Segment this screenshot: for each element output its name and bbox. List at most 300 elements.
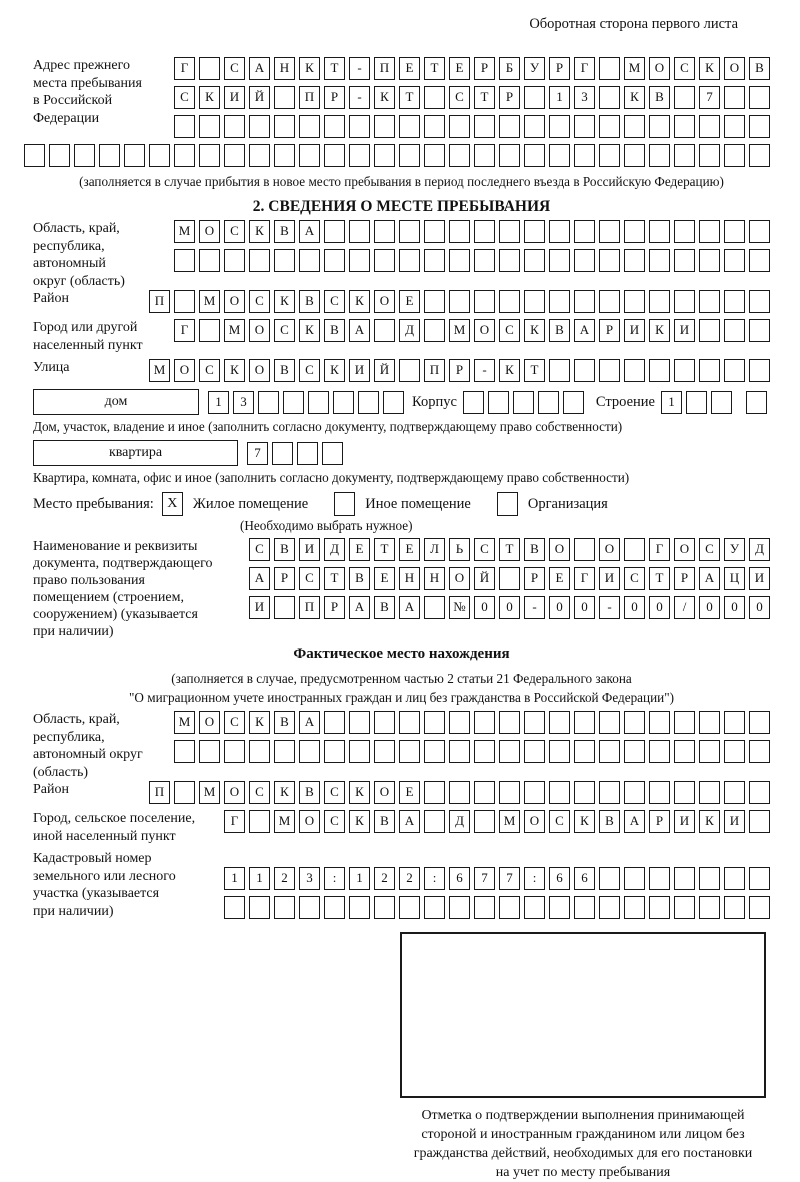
char-cell [624, 867, 645, 890]
char-cell [449, 144, 470, 167]
char-cell [549, 144, 570, 167]
char-cell: Т [649, 567, 670, 590]
prev-address-note: (заполняется в случае прибытия в новое место пребывания в период последнего въезда в Российскую Федерацию) [79, 174, 724, 189]
prev-address-row-3 [174, 115, 770, 138]
label-line: в Российской [33, 93, 113, 108]
char-cell [524, 896, 545, 919]
char-cell: С [324, 810, 345, 833]
char-cell: 3 [299, 867, 320, 890]
char-cell: Р [499, 86, 520, 109]
char-cell: 6 [449, 867, 470, 890]
char-cell [499, 290, 520, 313]
char-cell [749, 810, 770, 833]
cadastral-label [33, 850, 176, 920]
char-cell [699, 740, 720, 763]
char-cell [624, 359, 645, 382]
char-cell [649, 711, 670, 734]
char-cell [249, 115, 270, 138]
char-cell [674, 115, 695, 138]
char-cell: И [724, 810, 745, 833]
char-cell [249, 810, 270, 833]
char-cell [463, 391, 484, 414]
char-cell [174, 290, 195, 313]
char-cell [624, 144, 645, 167]
char-cell: Е [349, 538, 370, 561]
char-cell [574, 144, 595, 167]
char-cell [699, 867, 720, 890]
actual-location-note [33, 669, 770, 707]
char-cell: О [549, 538, 570, 561]
char-cell: Г [574, 57, 595, 80]
char-cell: М [174, 220, 195, 243]
char-cell: № [449, 596, 470, 619]
char-cell: В [549, 319, 570, 342]
char-cell [474, 144, 495, 167]
char-cell: А [349, 596, 370, 619]
char-cell: С [474, 538, 495, 561]
char-cell [283, 391, 304, 414]
char-cell: И [674, 319, 695, 342]
actual-region-block [33, 711, 770, 781]
char-cell [624, 115, 645, 138]
char-cell [274, 86, 295, 109]
char-cell: 1 [549, 86, 570, 109]
char-cell [174, 115, 195, 138]
char-cell [549, 115, 570, 138]
apartment-row [33, 440, 770, 466]
char-cell [424, 220, 445, 243]
char-cell [699, 359, 720, 382]
char-cell: - [349, 86, 370, 109]
char-cell: У [524, 57, 545, 80]
char-cell [513, 391, 534, 414]
char-cell [224, 115, 245, 138]
page-header-note: Оборотная сторона первого листа [529, 16, 738, 32]
char-cell [199, 115, 220, 138]
char-cell [449, 249, 470, 272]
char-cell: О [474, 319, 495, 342]
char-cell [574, 115, 595, 138]
char-cell [174, 144, 195, 167]
char-cell [749, 86, 770, 109]
cadastral-row-1 [224, 867, 770, 890]
char-cell [349, 220, 370, 243]
char-cell: К [349, 810, 370, 833]
char-cell: Д [449, 810, 470, 833]
label-line: (область) [33, 764, 89, 780]
char-cell [724, 319, 745, 342]
char-cell [224, 896, 245, 919]
char-cell: Е [399, 781, 420, 804]
char-cell: К [249, 711, 270, 734]
char-cell [474, 249, 495, 272]
char-cell: 7 [499, 867, 520, 890]
char-cell: Г [224, 810, 245, 833]
char-cell: А [399, 810, 420, 833]
char-cell: Й [249, 86, 270, 109]
char-cell [574, 249, 595, 272]
char-cell: 0 [724, 596, 745, 619]
char-cell: К [349, 781, 370, 804]
char-cell [322, 442, 343, 465]
char-cell [746, 391, 767, 414]
char-cell: М [174, 711, 195, 734]
stay-type-checkbox-other [334, 492, 355, 516]
label-line: республика, [33, 729, 105, 745]
actual-city-label [33, 810, 195, 845]
char-cell: 0 [749, 596, 770, 619]
char-cell [324, 896, 345, 919]
char-cell: А [299, 220, 320, 243]
char-cell [399, 740, 420, 763]
label-line: Кадастровый номер [33, 851, 152, 866]
actual-city-block [33, 810, 770, 850]
char-cell: И [624, 319, 645, 342]
actual-district-block [33, 781, 770, 810]
char-cell [624, 711, 645, 734]
char-cell [424, 86, 445, 109]
char-cell [424, 740, 445, 763]
char-cell [724, 740, 745, 763]
char-cell [424, 596, 445, 619]
char-cell [599, 86, 620, 109]
label-line: иной населенный пункт [33, 828, 176, 844]
label-line: при наличии) [33, 903, 114, 919]
char-cell: - [599, 596, 620, 619]
char-cell [674, 359, 695, 382]
char-cell: Ц [724, 567, 745, 590]
char-cell [399, 220, 420, 243]
char-cell [474, 290, 495, 313]
char-cell [524, 290, 545, 313]
char-cell [599, 115, 620, 138]
korpus-label: Корпус [412, 393, 457, 410]
char-cell [724, 115, 745, 138]
char-cell [499, 115, 520, 138]
char-cell: С [224, 57, 245, 80]
char-cell: П [424, 359, 445, 382]
char-cell [324, 144, 345, 167]
char-cell [724, 290, 745, 313]
char-cell: К [274, 290, 295, 313]
stamp-box [400, 932, 766, 1098]
char-cell: М [274, 810, 295, 833]
char-cell: Е [449, 57, 470, 80]
char-cell [274, 144, 295, 167]
char-cell: 3 [233, 391, 254, 414]
document-row-1 [249, 538, 770, 561]
document-block [33, 538, 770, 640]
char-cell [399, 359, 420, 382]
char-cell: 2 [374, 867, 395, 890]
char-cell: С [174, 86, 195, 109]
label-line: Отметка о подтверждении выполнения принимающей [421, 1108, 745, 1123]
char-cell: С [199, 359, 220, 382]
char-cell: Р [524, 567, 545, 590]
char-cell: Д [399, 319, 420, 342]
char-cell [299, 249, 320, 272]
char-cell: 1 [661, 391, 682, 414]
char-cell [699, 319, 720, 342]
actual-district-row [149, 781, 770, 804]
char-cell: О [224, 290, 245, 313]
char-cell [274, 249, 295, 272]
char-cell: Р [274, 567, 295, 590]
city-label [33, 319, 143, 354]
char-cell: Л [424, 538, 445, 561]
apartment-cells [247, 442, 343, 465]
char-cell [724, 781, 745, 804]
char-cell [299, 740, 320, 763]
char-cell: В [299, 290, 320, 313]
char-cell [624, 220, 645, 243]
document-row-3 [249, 596, 770, 619]
char-cell: В [324, 319, 345, 342]
char-cell [249, 740, 270, 763]
char-cell: А [399, 596, 420, 619]
char-cell [674, 144, 695, 167]
label-line: Федерации [33, 110, 100, 126]
document-label [33, 538, 213, 640]
char-cell [499, 220, 520, 243]
char-cell: К [224, 359, 245, 382]
char-cell [349, 711, 370, 734]
char-cell [449, 115, 470, 138]
char-cell: Б [499, 57, 520, 80]
char-cell: К [299, 57, 320, 80]
char-cell [599, 896, 620, 919]
char-cell [399, 115, 420, 138]
char-cell: И [599, 567, 620, 590]
char-cell [399, 144, 420, 167]
char-cell [149, 144, 170, 167]
label-line: сооружением) (указывается [33, 607, 198, 622]
char-cell [224, 249, 245, 272]
char-cell [574, 538, 595, 561]
char-cell [324, 115, 345, 138]
char-cell [724, 86, 745, 109]
char-cell [538, 391, 559, 414]
char-cell [524, 220, 545, 243]
char-cell: М [624, 57, 645, 80]
char-cell: / [674, 596, 695, 619]
char-cell: 7 [699, 86, 720, 109]
char-cell: В [299, 781, 320, 804]
char-cell: В [274, 220, 295, 243]
char-cell: Г [649, 538, 670, 561]
char-cell: Г [174, 57, 195, 80]
char-cell [374, 144, 395, 167]
char-cell: И [749, 567, 770, 590]
char-cell: А [349, 319, 370, 342]
char-cell [699, 781, 720, 804]
char-cell [324, 711, 345, 734]
char-cell [624, 249, 645, 272]
char-cell [299, 115, 320, 138]
char-cell [274, 596, 295, 619]
char-cell [424, 144, 445, 167]
char-cell: С [549, 810, 570, 833]
char-cell: О [249, 359, 270, 382]
char-cell [599, 359, 620, 382]
char-cell: О [449, 567, 470, 590]
char-cell: Т [324, 57, 345, 80]
char-cell: Н [274, 57, 295, 80]
char-cell [549, 711, 570, 734]
char-cell [224, 144, 245, 167]
label-line: округ (область) [33, 273, 125, 289]
char-cell: И [249, 596, 270, 619]
char-cell: Г [174, 319, 195, 342]
char-cell: В [274, 538, 295, 561]
char-cell [649, 115, 670, 138]
char-cell: И [299, 538, 320, 561]
char-cell: В [749, 57, 770, 80]
char-cell: 0 [574, 596, 595, 619]
char-cell [524, 144, 545, 167]
char-cell [349, 740, 370, 763]
house-box: дом [33, 389, 199, 415]
char-cell [674, 220, 695, 243]
actual-location-title: Фактическое место нахождения [293, 646, 510, 662]
char-cell: С [699, 538, 720, 561]
label-line: Город или другой [33, 320, 138, 335]
char-cell [599, 249, 620, 272]
label-line: "О миграционном учете иностранных граждан и лиц без гражданства в Российской Федерации") [129, 690, 674, 705]
char-cell: В [524, 538, 545, 561]
char-cell: Д [324, 538, 345, 561]
char-cell: 0 [699, 596, 720, 619]
char-cell: М [499, 810, 520, 833]
char-cell [624, 740, 645, 763]
house-note: Дом, участок, владение и иное (заполнить согласно документу, подтверждающему право собственности) [33, 419, 623, 434]
char-cell [574, 740, 595, 763]
char-cell: А [299, 711, 320, 734]
char-cell: 1 [224, 867, 245, 890]
char-cell [274, 896, 295, 919]
char-cell: К [249, 220, 270, 243]
district-label: Район [33, 291, 69, 306]
char-cell [524, 115, 545, 138]
label-line: Город, сельское поселение, [33, 811, 196, 826]
char-cell [674, 711, 695, 734]
section2-title: 2. СВЕДЕНИЯ О МЕСТЕ ПРЕБЫВАНИЯ [252, 198, 551, 215]
char-cell: К [649, 319, 670, 342]
char-cell [724, 220, 745, 243]
char-cell: А [249, 57, 270, 80]
char-cell [649, 867, 670, 890]
char-cell: В [649, 86, 670, 109]
char-cell [699, 115, 720, 138]
char-cell: Т [499, 538, 520, 561]
char-cell: П [299, 596, 320, 619]
char-cell [383, 391, 404, 414]
char-cell [349, 896, 370, 919]
korpus-cells [463, 391, 584, 414]
label-line: места пребывания [33, 75, 142, 91]
char-cell [449, 740, 470, 763]
char-cell [699, 220, 720, 243]
char-cell [424, 711, 445, 734]
char-cell [649, 781, 670, 804]
char-cell [324, 220, 345, 243]
char-cell: К [199, 86, 220, 109]
char-cell [749, 867, 770, 890]
stay-type-note: (Необходимо выбрать нужное) [240, 518, 413, 533]
char-cell: П [374, 57, 395, 80]
char-cell [624, 896, 645, 919]
city-block [33, 319, 770, 359]
char-cell [749, 319, 770, 342]
char-cell [574, 781, 595, 804]
char-cell [299, 144, 320, 167]
char-cell [599, 290, 620, 313]
char-cell [474, 711, 495, 734]
char-cell [199, 740, 220, 763]
char-cell [674, 740, 695, 763]
char-cell [674, 781, 695, 804]
district-block [33, 290, 770, 319]
char-cell: С [499, 319, 520, 342]
char-cell [333, 391, 354, 414]
district-row [149, 290, 770, 313]
char-cell: Е [399, 57, 420, 80]
char-cell [349, 115, 370, 138]
char-cell: - [349, 57, 370, 80]
label-line: автономный [33, 256, 106, 271]
char-cell: О [374, 781, 395, 804]
document-grid [249, 538, 770, 625]
char-cell: 1 [249, 867, 270, 890]
label-line: (заполняется в случае, предусмотренном частью 2 статьи 21 Федерального закона [171, 671, 632, 686]
char-cell [549, 781, 570, 804]
char-cell [488, 391, 509, 414]
char-cell: В [274, 711, 295, 734]
char-cell [649, 359, 670, 382]
char-cell [474, 220, 495, 243]
char-cell [574, 359, 595, 382]
label-line: на учет по месту пребывания [495, 1165, 671, 1180]
char-cell: 2 [399, 867, 420, 890]
char-cell [358, 391, 379, 414]
char-cell: Н [399, 567, 420, 590]
char-cell [124, 144, 145, 167]
char-cell [749, 896, 770, 919]
char-cell: Г [574, 567, 595, 590]
char-cell [399, 249, 420, 272]
actual-district-label: Район [33, 782, 69, 797]
label-line: гражданства действий, необходимых для его постановки [413, 1146, 753, 1161]
char-cell: С [674, 57, 695, 80]
char-cell [224, 740, 245, 763]
char-cell [424, 319, 445, 342]
char-cell [749, 220, 770, 243]
char-cell [674, 896, 695, 919]
char-cell [474, 781, 495, 804]
char-cell: 0 [499, 596, 520, 619]
char-cell: Е [399, 538, 420, 561]
char-cell: К [324, 359, 345, 382]
char-cell [724, 896, 745, 919]
char-cell [624, 538, 645, 561]
label-line: Область, край, [33, 712, 120, 727]
char-cell: 0 [649, 596, 670, 619]
char-cell [374, 220, 395, 243]
char-cell [349, 144, 370, 167]
char-cell: О [224, 781, 245, 804]
char-cell: К [624, 86, 645, 109]
char-cell [449, 290, 470, 313]
